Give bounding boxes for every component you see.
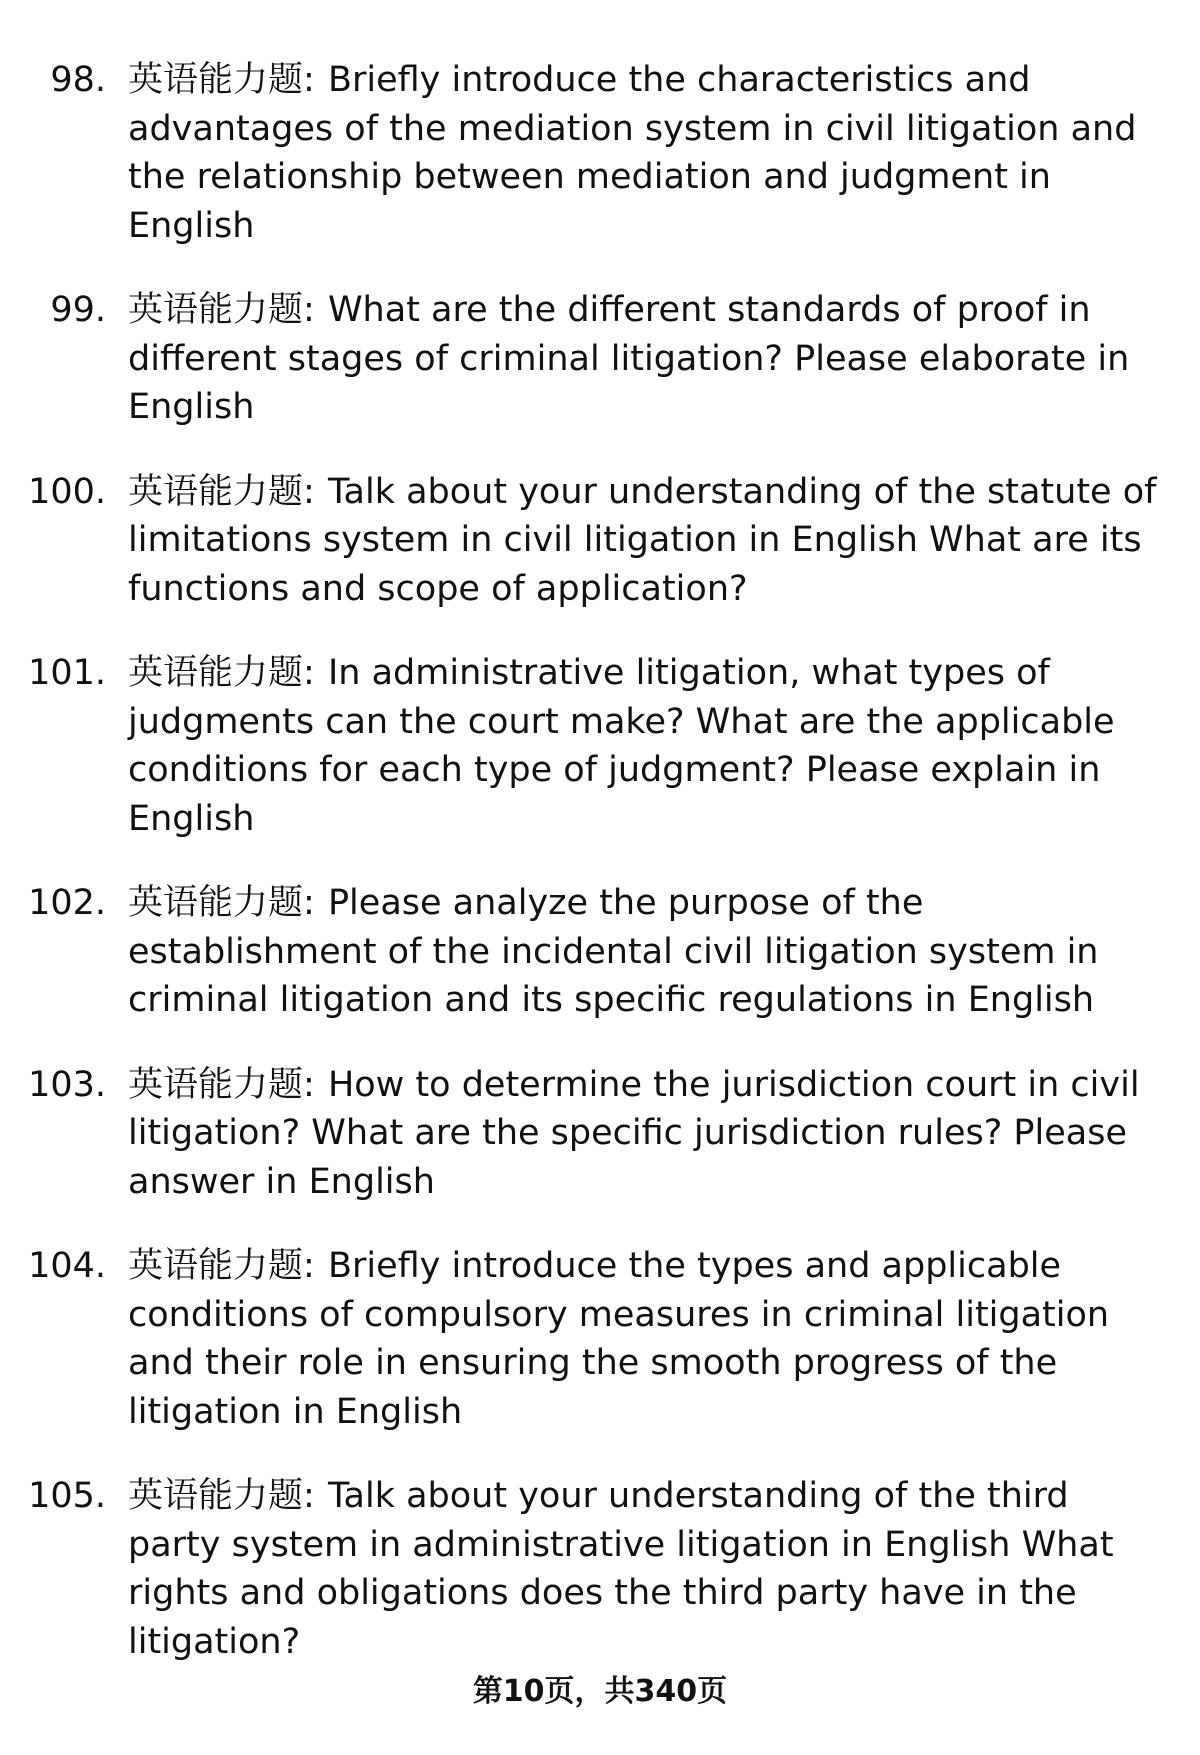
question-colon: : bbox=[303, 653, 315, 693]
question-colon: : bbox=[303, 1476, 315, 1516]
question-tag: 英语能力题 bbox=[128, 1064, 304, 1105]
question-text: Talk about your understanding of the third party system in administrative litigation in English What rights and obligations does the third party have in the litigation? bbox=[128, 1476, 1114, 1662]
question-text: How to determine the jurisdiction court in civil litigation? What are the specific jurisdiction rules? Please answer in English bbox=[128, 1064, 1140, 1202]
question-tag: 英语能力题 bbox=[128, 653, 304, 693]
question-number: 101. bbox=[28, 653, 106, 693]
question-number: 104. bbox=[28, 1246, 106, 1286]
question-number: 105. bbox=[28, 1476, 106, 1516]
question-colon: : bbox=[303, 1246, 315, 1286]
question-item bbox=[0, 286, 1200, 432]
question-text: What are the different standards of proof in different stages of criminal litigation? Please elaborate in English bbox=[128, 290, 1130, 427]
page-footer: 第10页，共340页 bbox=[472, 1674, 728, 1709]
question-number: 98. bbox=[50, 60, 106, 100]
question-tag: 英语能力题 bbox=[128, 290, 304, 330]
question-tag: 英语能力题 bbox=[128, 1476, 304, 1516]
question-colon: : bbox=[303, 471, 315, 512]
question-item bbox=[0, 468, 1200, 614]
question-tag: 英语能力题 bbox=[128, 60, 304, 100]
question-item bbox=[0, 56, 1200, 250]
question-item bbox=[0, 1242, 1200, 1436]
question-colon: : bbox=[303, 290, 315, 330]
question-item bbox=[0, 649, 1200, 843]
question-item bbox=[0, 1472, 1200, 1666]
question-list bbox=[0, 56, 1200, 1702]
question-number: 99. bbox=[50, 290, 106, 330]
question-colon: : bbox=[303, 60, 315, 100]
question-tag: 英语能力题 bbox=[128, 883, 304, 923]
question-colon: : bbox=[303, 883, 315, 923]
question-item bbox=[0, 879, 1200, 1025]
question-text: In administrative litigation, what types of judgments can the court make? What are the applicable conditions for each type of judgment? Please explain in English bbox=[128, 653, 1115, 839]
question-number: 100. bbox=[28, 471, 106, 512]
question-tag: 英语能力题 bbox=[128, 1246, 304, 1286]
question-colon: : bbox=[303, 1064, 315, 1105]
question-item bbox=[0, 1061, 1200, 1207]
question-text: Briefly introduce the characteristics and advantages of the mediation system in civil litigation and the relationship between mediation and judgment in English bbox=[128, 60, 1137, 246]
question-number: 102. bbox=[28, 883, 106, 923]
question-text: Briefly introduce the types and applicable conditions of compulsory measures in criminal litigation and their role in ensuring the smooth progress of the litigation in English bbox=[128, 1246, 1110, 1432]
question-text: Talk about your understanding of the statute of limitations system in civil litigation in English What are its functions and scope of application? bbox=[128, 471, 1157, 609]
question-text: Please analyze the purpose of the establishment of the incidental civil litigation system in criminal litigation and its specific regulations in English bbox=[128, 883, 1099, 1020]
question-tag: 英语能力题 bbox=[128, 471, 304, 512]
question-number: 103. bbox=[28, 1064, 106, 1105]
